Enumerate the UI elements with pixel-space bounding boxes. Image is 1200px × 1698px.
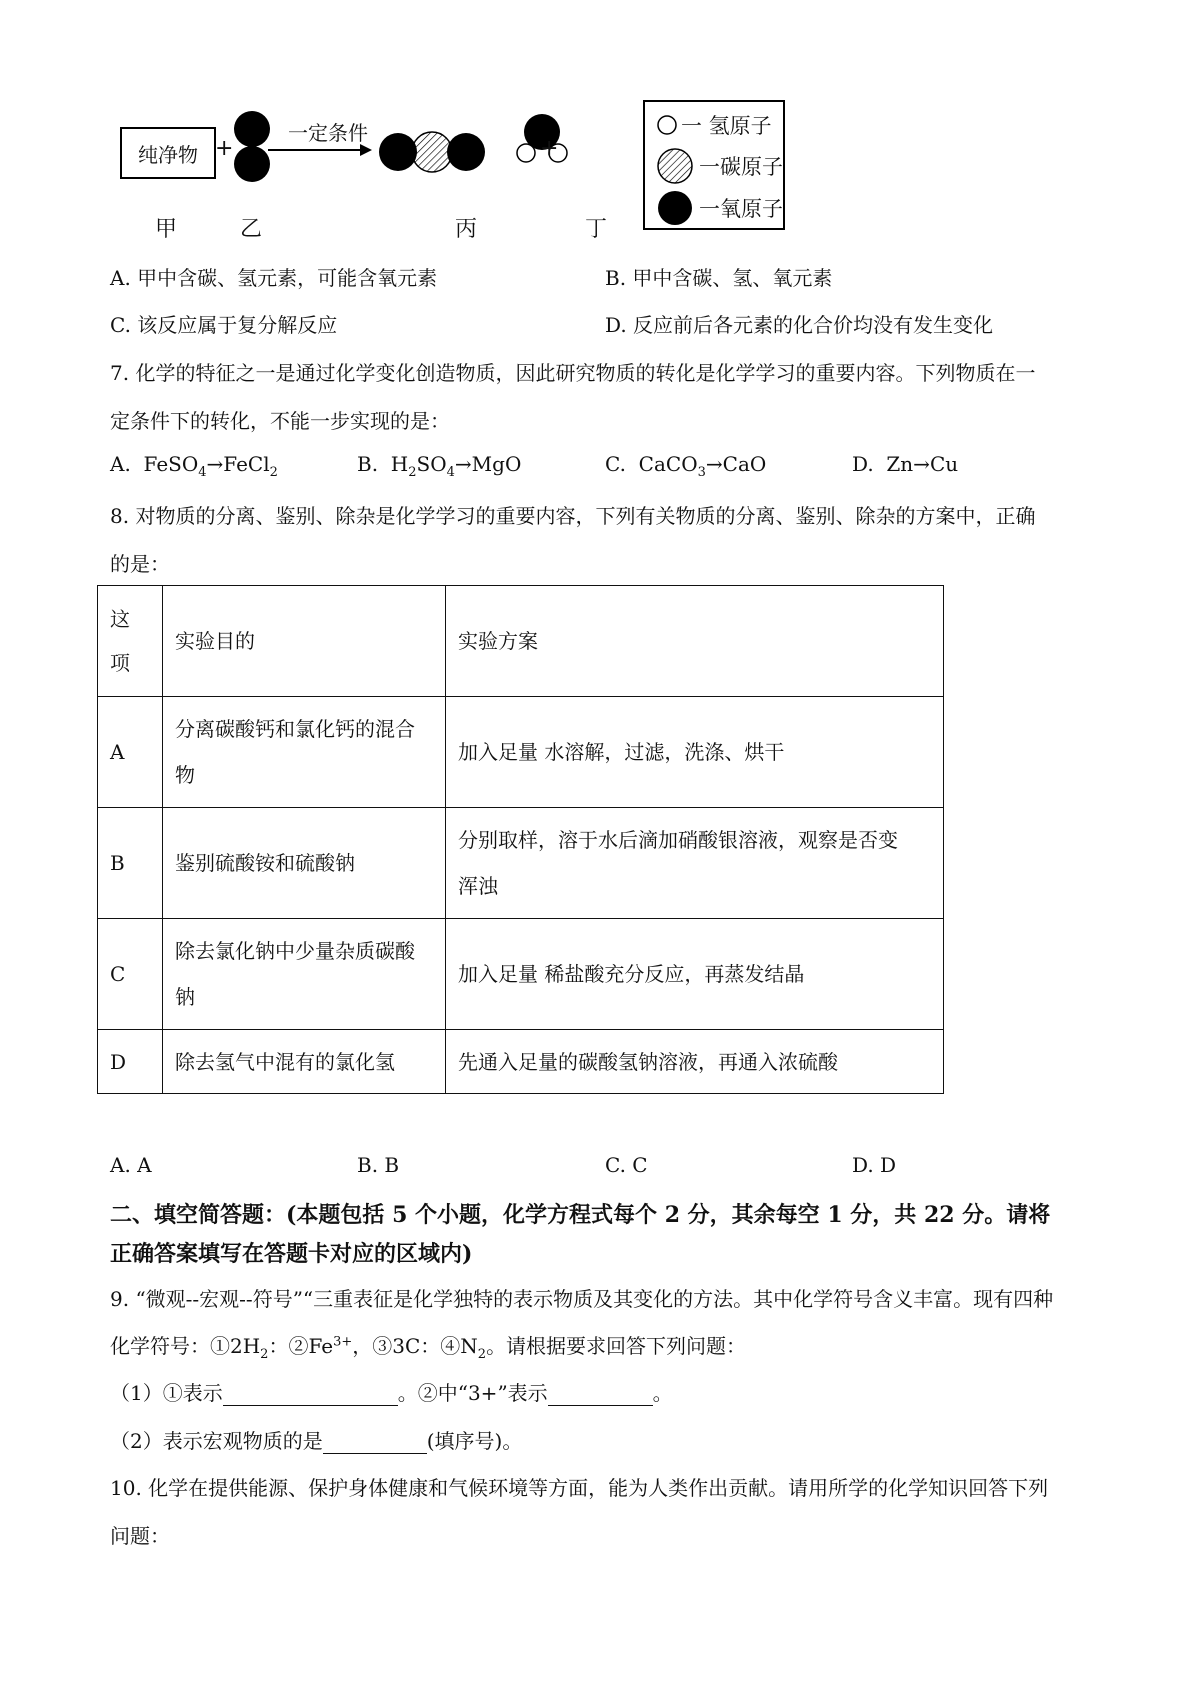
q6-option-b: B. 甲中含碳、氢、氧元素 (605, 266, 833, 290)
q8-stem-line2: 的是： (110, 552, 170, 576)
answer-blank-3[interactable] (323, 1429, 427, 1454)
label-ding: 丁 (585, 217, 608, 242)
q7-option-b: B. $H_2SO_4\to MgO$ (357, 452, 522, 480)
q8-answer-b: B. B (357, 1153, 400, 1177)
row-plan: 先通入足量的碳酸氢钠溶液，再通入浓硫酸 (446, 1030, 944, 1094)
label-jia: 甲 (155, 217, 178, 242)
q7-stem-line2: 定条件下的转化，不能一步实现的是： (110, 409, 450, 433)
section2-heading-line1: 二、填空简答题：(本题包括 5 个小题，化学方程式每个 2 分，其余每空 1 分，共 22 分。请将 (110, 1202, 1051, 1228)
table-header-row (98, 586, 944, 697)
table-row (98, 697, 944, 808)
pure-substance-label: 纯净物 (138, 142, 198, 167)
q9-stem-line2: 化学符号：$①2H_2$：$②Fe^{3+}$，③3C：$④N_2$。请根据要求回答下列问题： (110, 1334, 747, 1362)
legend-row-hydrogen (655, 110, 772, 140)
q7-option-c: C. CaCO$_3$→CaO (605, 452, 767, 480)
legend-row-carbon (655, 146, 783, 186)
plus-sign: + (540, 136, 559, 161)
q8-answer-c: C. C (605, 1153, 648, 1177)
row-purpose: 分离碳酸钙和氯化钙的混合 物 (163, 697, 446, 808)
header-cell-option: 这 项 (98, 586, 163, 697)
hydrogen-atom-icon (655, 112, 681, 138)
header-cell-purpose: 实验目的 (163, 586, 446, 697)
row-id: D (98, 1030, 163, 1094)
row-plan: 分别取样，溶于水后滴加硝酸银溶液，观察是否变 浑浊 (446, 808, 944, 919)
q6-option-d: D. 反应前后各元素的化合价均没有发生变化 (605, 313, 994, 337)
answer-blank-1[interactable] (223, 1381, 398, 1406)
label-yi: 乙 (240, 217, 263, 242)
q8-answer-d: D. D (852, 1153, 897, 1177)
table-row (98, 1030, 944, 1094)
q9-sub1: （1）①表示 。②中“3+”表示 。 (110, 1381, 673, 1405)
legend-text-carbon: 一碳原子 (699, 155, 783, 179)
q10-stem-line1: 10. 化学在提供能源、保护身体健康和气候环境等方面，能为人类作出贡献。请用所学的化学知识回答下列 (110, 1476, 1049, 1500)
section2-heading-line2: 正确答案填写在答题卡对应的区域内) (110, 1241, 473, 1267)
table-row (98, 808, 944, 919)
q6-option-c: C. 该反应属于复分解反应 (110, 313, 338, 337)
carbon-atom-icon (655, 146, 699, 186)
oxygen-atom (234, 146, 270, 182)
q6-option-a: A. 甲中含碳、氢元素，可能含氧元素 (110, 266, 438, 290)
plus-sign: + (215, 136, 234, 161)
condition-label: 一定条件 (288, 121, 368, 145)
q7-option-d: D. Zn→Cu (852, 452, 959, 476)
q7-stem-line1: 7. 化学的特征之一是通过化学变化创造物质，因此研究物质的转化是化学学习的重要内容。下列物质在一 (110, 361, 1036, 385)
row-plan: 加入足量 稀盐酸充分反应，再蒸发结晶 (446, 919, 944, 1030)
label-bing: 丙 (455, 217, 478, 242)
legend-text-hydrogen: 一 氢原子 (681, 114, 772, 138)
row-plan: 加入足量 水溶解，过滤，洗涤、烘干 (446, 697, 944, 808)
table-row (98, 919, 944, 1030)
q10-stem-line2: 问题： (110, 1524, 170, 1548)
q9-sub2: （2）表示宏观物质的是 (填序号)。 (110, 1429, 523, 1453)
oxygen-atom (234, 111, 270, 147)
row-purpose: 鉴别硫酸铵和硫酸钠 (163, 808, 446, 919)
atom-legend (643, 100, 785, 230)
carbon-atom (412, 132, 452, 172)
q9-stem-line1: 9. “微观--宏观--符号”“三重表征是化学独特的表示物质及其变化的方法。其中化学符号含义丰富。现有四种 (110, 1287, 1054, 1311)
q8-answer-a: A. A (110, 1153, 152, 1177)
row-id: A (98, 697, 163, 808)
legend-row-oxygen (655, 188, 783, 228)
q8-stem-line1: 8. 对物质的分离、鉴别、除杂是化学学习的重要内容，下列有关物质的分离、鉴别、除杂的方案中，正确 (110, 504, 1036, 528)
q7-option-a: A. FeSO$_4$→FeCl$_2$ (110, 452, 278, 480)
row-purpose: 除去氯化钠中少量杂质碳酸 钠 (163, 919, 446, 1030)
row-id: C (98, 919, 163, 1030)
oxygen-atom-icon (655, 188, 699, 228)
row-id: B (98, 808, 163, 919)
legend-text-oxygen: 一氧原子 (699, 197, 783, 221)
row-purpose: 除去氢气中混有的氯化氢 (163, 1030, 446, 1094)
answer-blank-2[interactable] (548, 1381, 653, 1406)
header-cell-plan: 实验方案 (446, 586, 944, 697)
experiment-table (97, 585, 944, 1094)
